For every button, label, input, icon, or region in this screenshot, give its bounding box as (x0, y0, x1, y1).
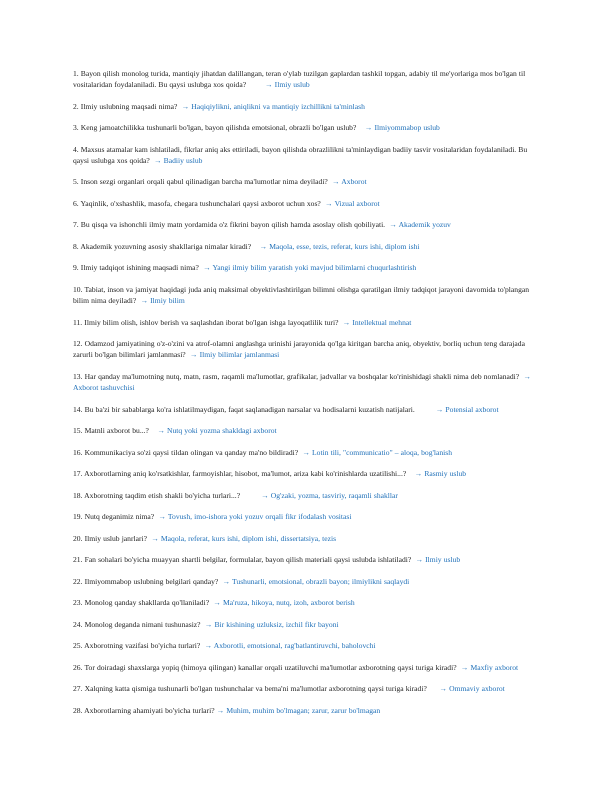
question-item (73, 144, 541, 166)
question-text: 9. Ilmiy tadqiqot ishining maqsadi nima? (73, 263, 199, 273)
question-text: 14. Bu ba'zi bir sabablarga ko'ra ishlatilmaydigan, faqat saqlanadigan narsalar va hodisalarni kuzatish natijalari. (73, 404, 415, 414)
question-item (73, 241, 541, 252)
answer-text: → Ilmiyommabop uslub (364, 123, 440, 133)
answer-text: → Nutq yoki yozma shakldagi axborot (157, 426, 277, 436)
answer-text: → Badiiy uslub (153, 155, 203, 165)
question-item (73, 533, 541, 544)
question-text: 23. Monolog qanday shakllarda qo'llaniladi? (73, 598, 210, 608)
question-item (73, 640, 541, 651)
question-text: 26. Tor doiradagi shaxslarga yopiq (himoya qilingan) kanallar orqali uzatiluvchi ma'lumotlar axborotning qaysi turiga kiradi? (73, 662, 457, 672)
answer-text: → Tovush, imo-ishora yoki yozuv orqali fikr ifodalash vositasi (158, 512, 352, 522)
question-item (73, 317, 541, 328)
answer-text: → Muhim, muhim bo'lmagan; zarur, zarur bo'lmagan (216, 705, 381, 715)
answer-separator (251, 242, 259, 251)
question-item (73, 447, 541, 458)
answer-text: → Axborotli, emotsional, rag'batlantiruvchi, baholovchi (204, 641, 376, 651)
question-item (73, 219, 541, 230)
question-text: 25. Axborotning vazifasi bo'yicha turlari? (73, 641, 201, 651)
answer-text: → Vizual axborot (325, 198, 380, 208)
question-item (73, 619, 541, 630)
question-item (73, 576, 541, 587)
question-item (73, 597, 541, 608)
question-text: 24. Monolog deganda nimani tushunasiz? (73, 619, 201, 629)
question-text: 27. Xalqning katta qismiga tushunarli bo'lgan tushunchalar va bema'ni ma'lumotlar axborotning qaysi turiga kiradi? (73, 684, 427, 694)
question-text: 21. Fan sohalari bo'yicha muayyan shartli belgilar, formulalar, bayon qilish materiali qaysi uslubda ishlatiladi? (73, 555, 412, 565)
question-item (73, 284, 541, 306)
question-text: 28. Axborotlarning ahamiyati bo'yicha turlari? (73, 705, 215, 715)
question-item (73, 122, 541, 133)
question-text: 7. Bu qisqa va ishonchli ilmiy matn yordamida o'z fikrini bayon qilish hamda asoslay olish qobiliyati. (73, 220, 386, 230)
answer-text: → Yangi ilmiy bilim yaratish yoki mavjud bilimlarni chuqurlashtirish (203, 263, 417, 273)
answer-text: → Og'zaki, yozma, tasviriy, raqamli shakllar (261, 490, 398, 500)
answer-text: → Ilmiy uslub (264, 80, 310, 90)
answer-text: → Lotin tili, "communicatio" – aloqa, bog'lanish (302, 447, 452, 457)
answer-text: → Ilmiy uslub (415, 555, 461, 565)
question-answer-list (73, 68, 541, 726)
question-item (73, 371, 541, 393)
question-text: 11. Ilmiy bilim olish, ishlov berish va saqlashdan iborat bo'lgan ishga layoqatlilik turi? (73, 317, 339, 327)
question-item (73, 198, 541, 209)
question-item (73, 468, 541, 479)
answer-text: → Axborot tashuvchisi (73, 371, 531, 393)
answer-text: → Ommaviy axborot (439, 684, 505, 694)
question-text: 19. Nutq deganimiz nima? (73, 512, 155, 522)
question-text: 20. Ilmiy uslub janrlari? (73, 533, 147, 543)
question-item (73, 683, 541, 694)
question-text: 12. Odamzod jamiyatining o'z-o'zini va atrof-olamni anglashga urinishi jarayonida qo'lga kiritgan barcha aniq, obyektiv, borliq uchun teng darajada zarurli bo'lgan bilimlari jamlanmasi? (73, 339, 525, 360)
answer-text: → Maxfiy axborot (460, 662, 519, 672)
question-text: 1. Bayon qilish monolog turida, mantiqiy jihatdan dalillangan, teran o'ylab tuzilgan gaplardan tashkil topgan, adabiy til me'yorlariga mos bo'lgan til vositalaridan foydalaniladi. Bu qaysi uslubga xos qoida? (73, 69, 526, 90)
answer-separator (415, 405, 436, 414)
answer-text: → Rasmiy uslub (414, 469, 467, 479)
answer-text: → Maqola, referat, kurs ishi, diplom ishi, dissertatsiya, tezis (151, 533, 337, 543)
question-item (73, 425, 541, 436)
answer-separator (427, 684, 440, 693)
question-text: 17. Axborotlarning aniq ko'rsatkishlar, farmoyishlar, hisobot, ma'lumot, ariza kabi ko'rinishlarda uzatilishi...? (73, 469, 407, 479)
answer-text: → Axborot (332, 177, 367, 187)
question-text: 2. Ilmiy uslubning maqsadi nima? (73, 101, 178, 111)
question-text: 16. Kommunikaciya so'zi qaysi tildan olingan va qanday ma'no bildiradi? (73, 447, 299, 457)
answer-text: → Maqola, esse, tezis, referat, kurs ishi, diplom ishi (259, 241, 420, 251)
question-item (73, 101, 541, 112)
answer-text: → Intellektual mehnat (342, 317, 412, 327)
question-item (73, 490, 541, 501)
answer-text: → Akademik yozuv (389, 220, 451, 230)
answer-text: → Ilmiy bilimlar jamlanmasi (189, 350, 280, 360)
question-item (73, 705, 541, 716)
answer-text: → Tushunarli, emotsional, obrazli bayon; ilmiylikni saqlaydi (222, 576, 410, 586)
answer-separator (246, 80, 265, 89)
answer-separator (406, 469, 414, 478)
question-text: 6. Yaqinlik, o'xshashlik, masofa, chegara tushunchalari qaysi axborot uchun xos? (73, 198, 321, 208)
answer-text: → Ma'ruza, hikoya, nutq, izoh, axborot berish (213, 598, 355, 608)
question-item (73, 511, 541, 522)
question-text: 18. Axborotning taqdim etish shakli bo'yicha turlari...? (73, 490, 241, 500)
question-text: 15. Matnli axborot bu...? (73, 426, 149, 436)
answer-separator (356, 123, 364, 132)
question-item (73, 262, 541, 273)
question-text: 5. Inson sezgi organlari orqali qabul qilinadigan barcha ma'lumotlar nima deyiladi? (73, 177, 328, 187)
question-item (73, 176, 541, 187)
question-text: 10. Tabiat, inson va jamiyat haqidagi juda aniq maksimal obyektivlashtirilgan bilimni olishga qaratilgan ilmiy tadqiqot jarayoni davomida to'plangan bilim nima deyiladi? (73, 284, 530, 306)
question-item (73, 404, 541, 415)
question-item (73, 68, 541, 90)
question-text: 13. Har qanday ma'lumotning nutq, matn, rasm, raqamli ma'lumotlar, grafikalar, jadvallar va boshqalar ko'rinishidagi shakli nima deb nomlanadi? (73, 371, 520, 381)
question-item (73, 554, 541, 565)
question-item (73, 338, 541, 360)
question-text: 22. Ilmiyommabop uslubning belgilari qanday? (73, 576, 219, 586)
question-text: 4. Maxsus atamalar kam ishlatiladi, fikrlar aniq aks ettiriladi, bayon qilishda obrazlilikni ta'minlaydigan badiiy tasvir vositalaridan foydalaniladi. Bu qaysi uslubga xos qoida? (73, 144, 528, 165)
answer-text: → Haqiqiylikni, aniqlikni va mantiqiy izchillikni ta'minlash (181, 101, 365, 111)
answer-text: → Potensial axborot (435, 404, 499, 414)
answer-text: → Bir kishining uzluksiz, izchil fikr bayoni (204, 619, 339, 629)
answer-text: → Ilmiy bilim (140, 296, 185, 306)
answer-separator (240, 491, 261, 500)
question-text: 3. Keng jamoatchilikka tushunarli bo'lgan, bayon qilishda emotsional, obrazli bo'lgan uslub? (73, 123, 357, 133)
question-text: 8. Akademik yozuvning asosiy shakllariga nimalar kiradi? (73, 241, 252, 251)
question-item (73, 662, 541, 673)
